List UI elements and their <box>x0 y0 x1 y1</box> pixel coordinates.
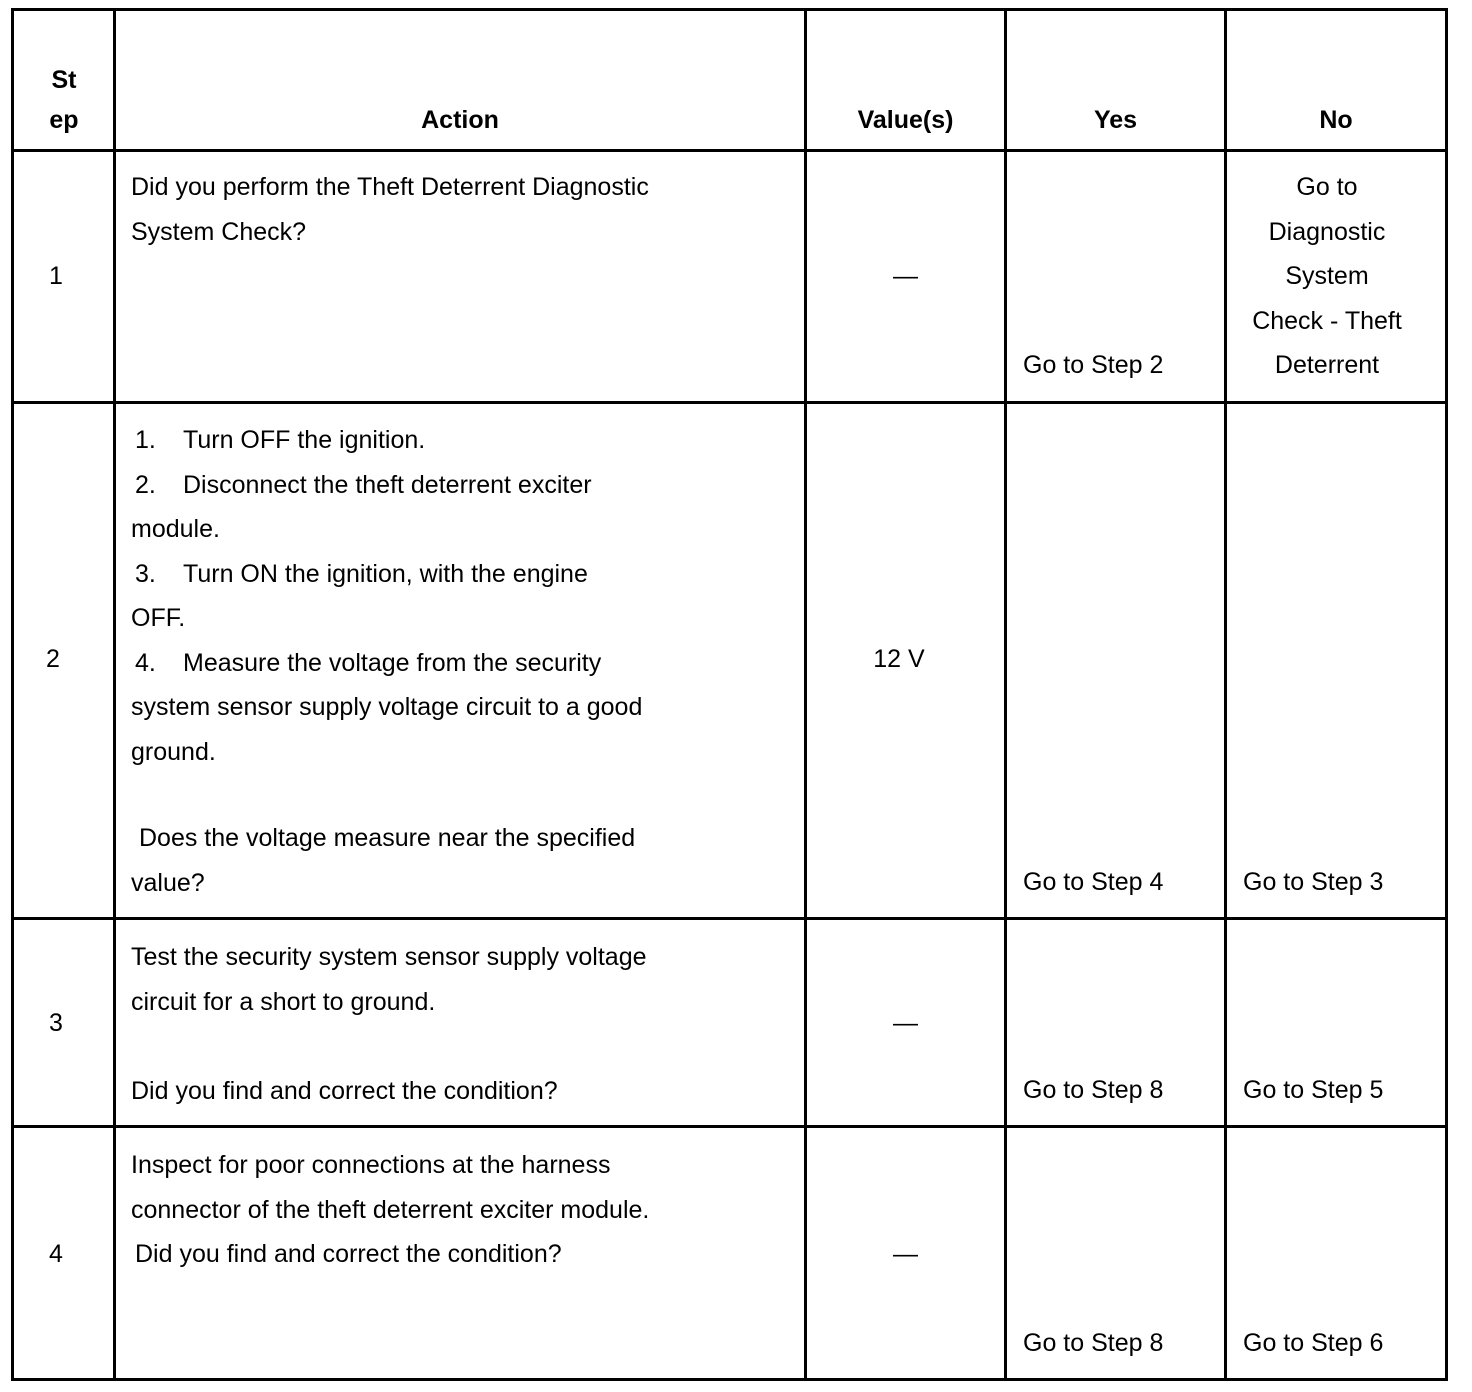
row-1-action-line-2: System Check? <box>131 217 307 246</box>
row-2-step-1-text: Turn OFF the ignition. <box>183 426 426 454</box>
row-1-no-line-4: Check - Theft <box>1252 306 1402 335</box>
row-1-no-line-1: Go to <box>1296 173 1358 201</box>
row-2-step-1-num: 1. <box>135 426 156 454</box>
row-2-step-3-cont: OFF. <box>131 604 186 632</box>
row-divider-2 <box>11 917 1448 920</box>
row-2-no: Go to Step 3 <box>1243 868 1384 896</box>
row-2-value: 12 V <box>873 645 925 673</box>
row-2-question-line-2: value? <box>131 868 205 897</box>
row-1-no <box>1227 165 1427 388</box>
row-3-action-line-2: circuit for a short to ground. <box>131 987 436 1016</box>
row-1-no-line-3: System <box>1285 262 1369 290</box>
column-divider-action <box>804 8 807 1381</box>
row-1-no-line-5: Deterrent <box>1274 351 1380 379</box>
row-1-no-line-2: Diagnostic <box>1268 217 1386 246</box>
header-action: Action <box>421 106 499 134</box>
row-3-step: 3 <box>49 1009 63 1037</box>
table-border-top <box>11 8 1448 11</box>
row-2-step-3-text: Turn ON the ignition, with the engine <box>183 559 588 588</box>
row-1-action <box>131 165 801 254</box>
column-divider-values <box>1004 8 1007 1381</box>
row-1-value: — <box>893 262 918 290</box>
row-4-action-line-2: connector of the theft deterrent exciter module. <box>131 1195 650 1224</box>
table-border-bottom <box>11 1378 1448 1381</box>
row-4-action <box>131 1143 801 1277</box>
row-1-yes: Go to Step 2 <box>1023 351 1164 379</box>
table-border-right <box>1445 8 1448 1381</box>
row-1-action-line-1: Did you perform the Theft Deterrent Diagnostic <box>131 173 649 201</box>
row-2-step-4 <box>131 641 801 686</box>
header-step-line-1: St <box>51 66 77 94</box>
row-1-step: 1 <box>49 262 63 290</box>
row-2-step-4-cont-1: system sensor supply voltage circuit to a good <box>131 693 643 721</box>
row-4-action-line-3: Did you find and correct the condition? <box>135 1240 562 1268</box>
row-2-step-2 <box>131 463 801 508</box>
row-4-step: 4 <box>49 1240 63 1268</box>
row-2-yes: Go to Step 4 <box>1023 868 1164 896</box>
header-step-line-2: ep <box>49 106 79 134</box>
row-2-step-1 <box>131 418 801 463</box>
row-3-spacer <box>131 1024 801 1069</box>
row-2-step-2-text: Disconnect the theft deterrent exciter <box>183 470 592 499</box>
table-border-left <box>11 8 14 1381</box>
row-4-no: Go to Step 6 <box>1243 1329 1384 1357</box>
diagnostic-table <box>11 8 1448 1382</box>
row-2-step-2-cont: module. <box>131 515 220 543</box>
row-3-value: — <box>893 1009 918 1037</box>
row-divider-3 <box>11 1125 1448 1128</box>
header-step <box>15 60 113 140</box>
row-2-spacer <box>131 774 801 816</box>
header-yes: Yes <box>1093 106 1138 134</box>
row-2-question-line-1: Does the voltage measure near the specified <box>139 824 636 852</box>
row-2-step-4-cont-2: ground. <box>131 737 216 766</box>
row-divider-1 <box>11 401 1448 404</box>
row-2-action <box>131 418 801 905</box>
row-4-yes: Go to Step 8 <box>1023 1329 1164 1357</box>
row-2-step-4-num: 4. <box>135 648 156 677</box>
header-divider <box>11 149 1448 152</box>
row-4-action-line-1: Inspect for poor connections at the harness <box>131 1151 611 1179</box>
column-divider-step <box>113 8 116 1381</box>
row-3-no: Go to Step 5 <box>1243 1076 1384 1104</box>
row-2-step-3-num: 3. <box>135 559 156 588</box>
row-2-step-3 <box>131 552 801 597</box>
row-3-action-line-1: Test the security system sensor supply voltage <box>131 943 647 971</box>
row-4-value: — <box>893 1240 918 1268</box>
header-values: Value(s) <box>857 106 954 134</box>
row-2-step-2-num: 2. <box>135 470 156 499</box>
row-2-step-4-text: Measure the voltage from the security <box>183 648 602 677</box>
row-3-yes: Go to Step 8 <box>1023 1076 1164 1104</box>
row-2-step: 2 <box>46 645 60 673</box>
row-3-action <box>131 935 801 1113</box>
header-no: No <box>1319 106 1353 134</box>
row-3-question: Did you find and correct the condition? <box>131 1076 558 1105</box>
